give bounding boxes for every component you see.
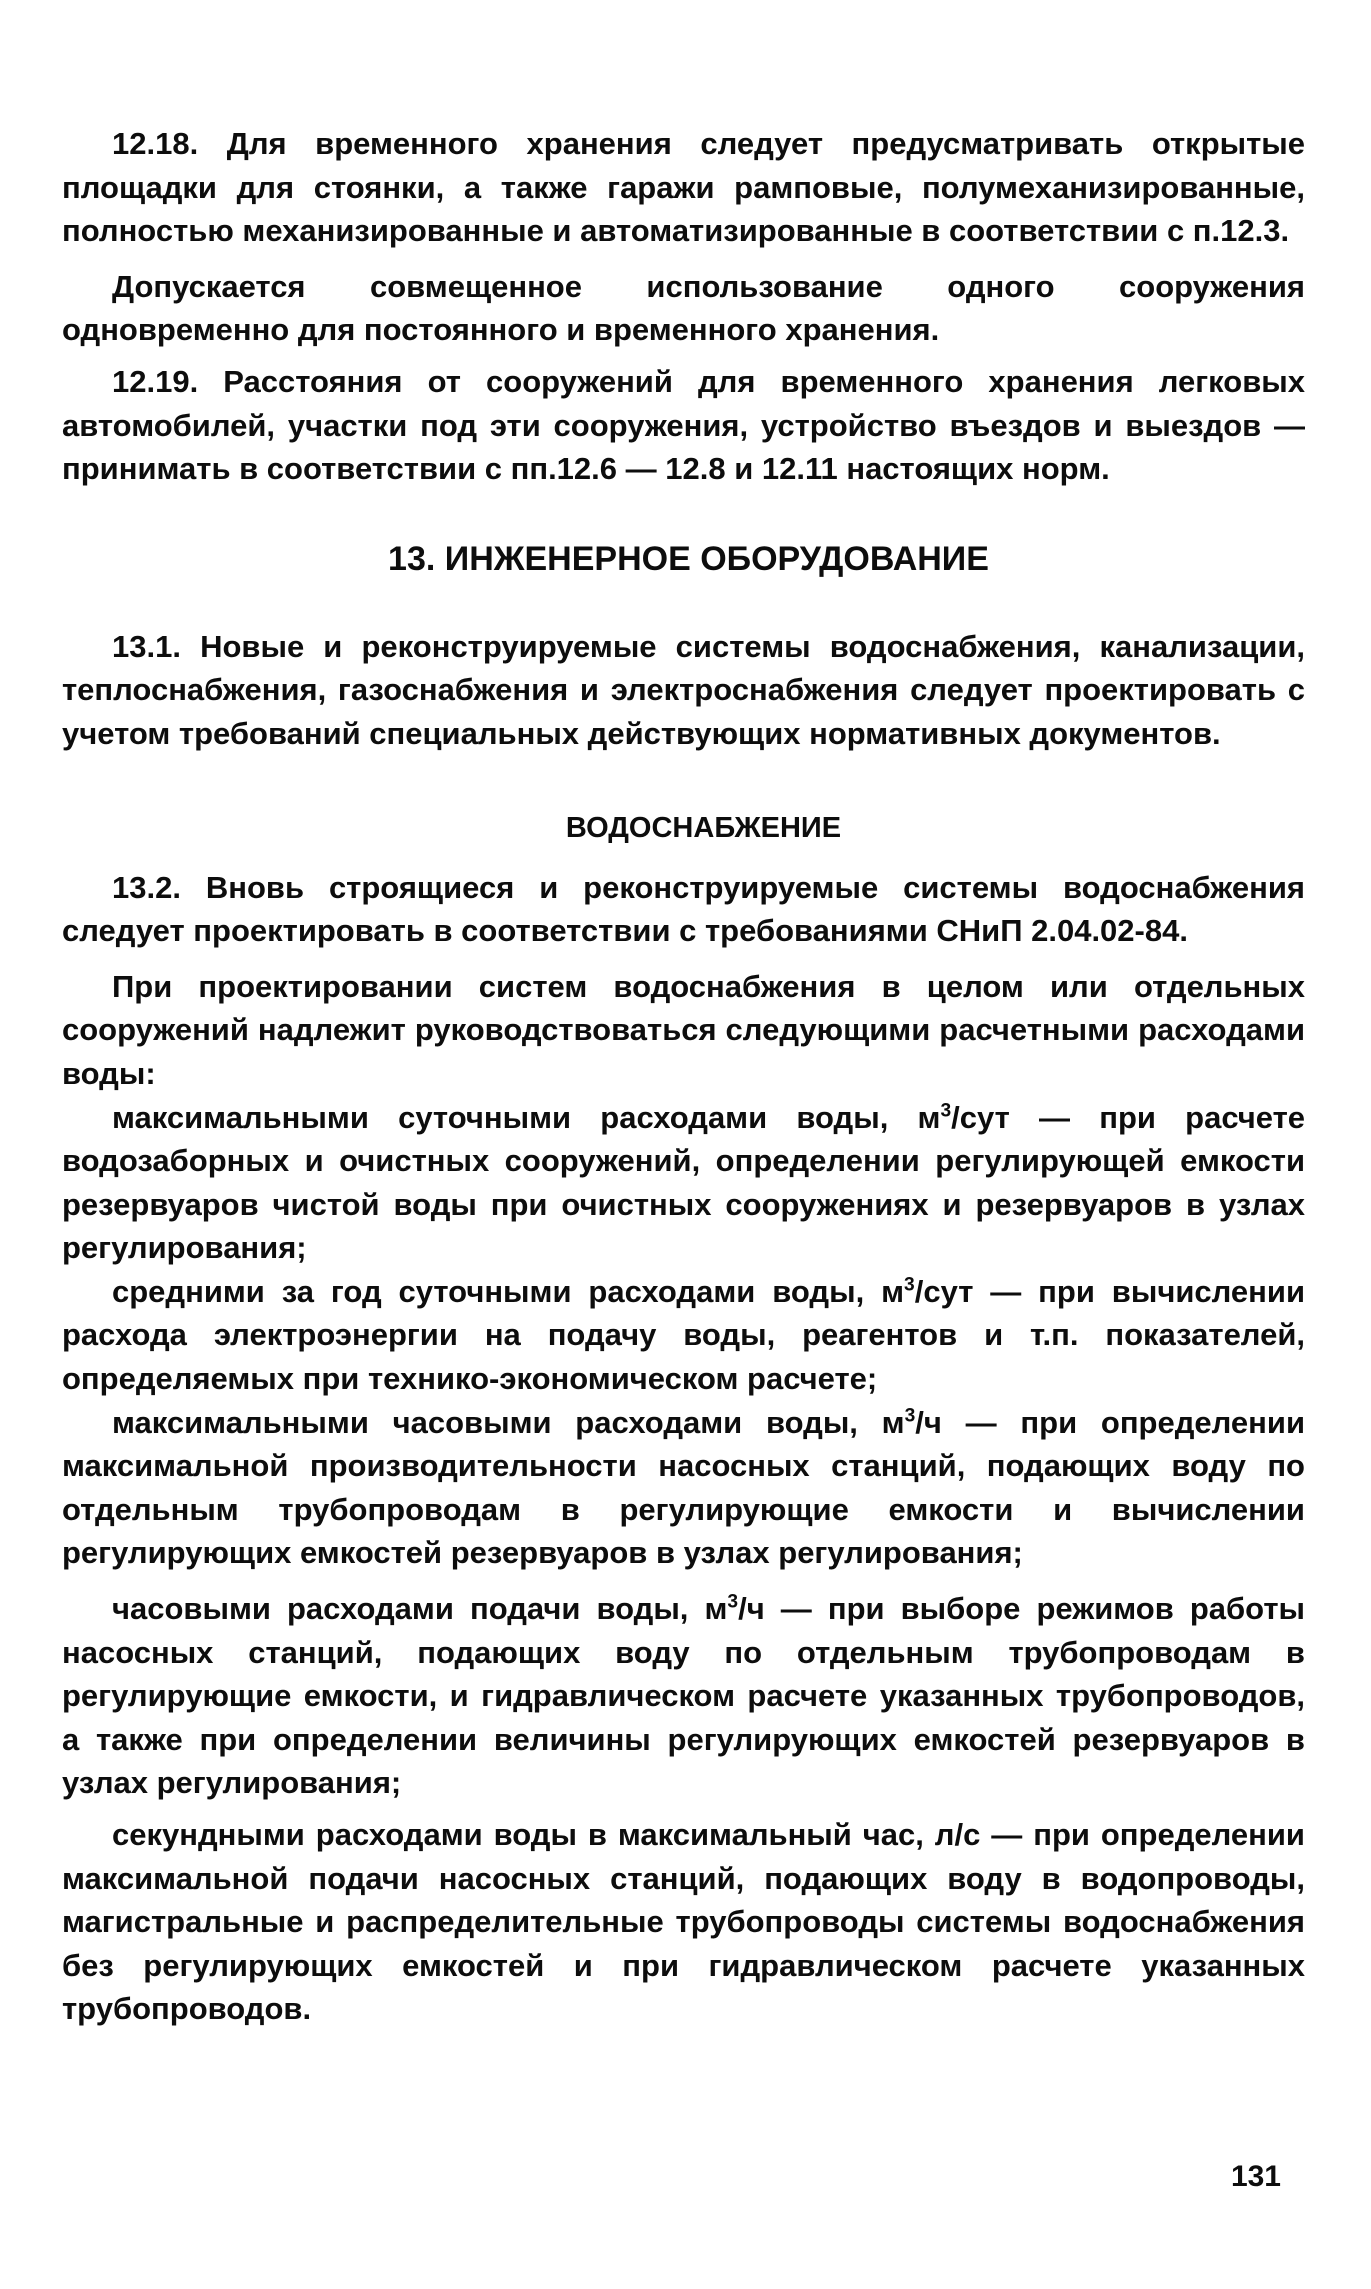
paragraph-12-19 [62, 360, 1305, 491]
clause-text: Расстояния от сооружений для временного хранения легковых автомобилей, участки под эти сооружения, устройство въездов и выездов — принимать в соответствии с пп.12.6 — 12.8 и 12.11 настоящих норм. [62, 363, 1305, 487]
paragraph-13-1 [62, 625, 1305, 756]
clause-text: Новые и реконструируемые системы водоснабжения, канализации, теплоснабжения, газоснабжения и электроснабжения следует проектировать с учетом требований специальных действующих нормативных документов. [62, 628, 1305, 751]
item-text-pre: максимальными суточными расходами воды, м [112, 1099, 941, 1135]
item-text-pre: часовыми расходами подачи воды, м [112, 1591, 728, 1627]
superscript: 3 [904, 1405, 916, 1427]
clause-number: 13.2. [112, 869, 181, 905]
page-number: 131 [1230, 2160, 1281, 2193]
clause-text: Для временного хранения следует предусматривать открытые площадки для стоянки, а также гаражи рамповые, полумеханизированные, полностью механизированные и автоматизированные в соответствии с п.12.3. [62, 126, 1305, 249]
clause-number: 12.19. [112, 363, 199, 399]
paragraph-13-2 [62, 866, 1305, 953]
section-heading: 13. ИНЖЕНЕРНОЕ ОБОРУДОВАНИЕ [388, 539, 989, 578]
superscript: 3 [940, 1100, 952, 1122]
item-text-pre: средними за год суточными расходами воды, м [112, 1273, 905, 1309]
clause-text: Вновь строящиеся и реконструируемые системы водоснабжения следует проектировать в соответствии с требованиями СНиП 2.04.02-84. [62, 869, 1305, 949]
clause-number: 13.1. [112, 628, 181, 664]
item-text-post: /сут — при расчете водозаборных и очистных сооружений, определении регулирующей емкости резервуаров чистой воды при очистных сооружениях и резервуаров в узлах регулирования; [62, 1099, 1306, 1266]
superscript: 3 [904, 1274, 915, 1296]
superscript: 3 [727, 1591, 739, 1613]
list-item [62, 1270, 1305, 1401]
paragraph-12-18-note: Допускается совмещенное использование одного сооружения одновременно для постоянного и временного хранения. [62, 268, 1305, 348]
item-text-post: /сут — при вычислении расхода электроэнергии на подачу воды, реагентов и т.п. показателей, определяемых при технико-экономическом расчете; [62, 1273, 1305, 1397]
item-text-post: /ч — при определении максимальной производительности насосных станций, подающих воду по отдельным трубопроводам в регулирующие емкости и вычислении регулирующих емкостей резервуаров в узлах регулирования; [62, 1404, 1305, 1571]
clause-number: 12.18. [112, 126, 199, 161]
list-item: секундными расходами воды в максимальный час, л/с — при определении максимальной подачи насосных станций, подающих воду в водопроводы, магистральные и распределительные трубопроводы системы водоснабжения без регулирующих емкостей и при гидравлическом расчете указанных трубопроводов. [62, 1817, 1305, 2027]
list-item [62, 1401, 1305, 1575]
item-text-post: /ч — при выборе режимов работы насосных станций, подающих воду по отдельным трубопроводам в регулирующие емкости, и гидравлическом расчете указанных трубопроводов, а также при определении величины регулирующих емкостей резервуаров в узлах регулирования; [62, 1591, 1305, 1801]
paragraph-12-18 [62, 122, 1305, 253]
list-item [62, 1096, 1305, 1270]
list-item [62, 1587, 1305, 1805]
paragraph-design-flows: При проектировании систем водоснабжения в целом или отдельных сооружений надлежит руководствоваться следующими расчетными расходами воды: [62, 968, 1305, 1091]
item-text-pre: максимальными часовыми расходами воды, м [112, 1404, 905, 1440]
subsection-heading: ВОДОСНАБЖЕНИЕ [565, 811, 842, 844]
